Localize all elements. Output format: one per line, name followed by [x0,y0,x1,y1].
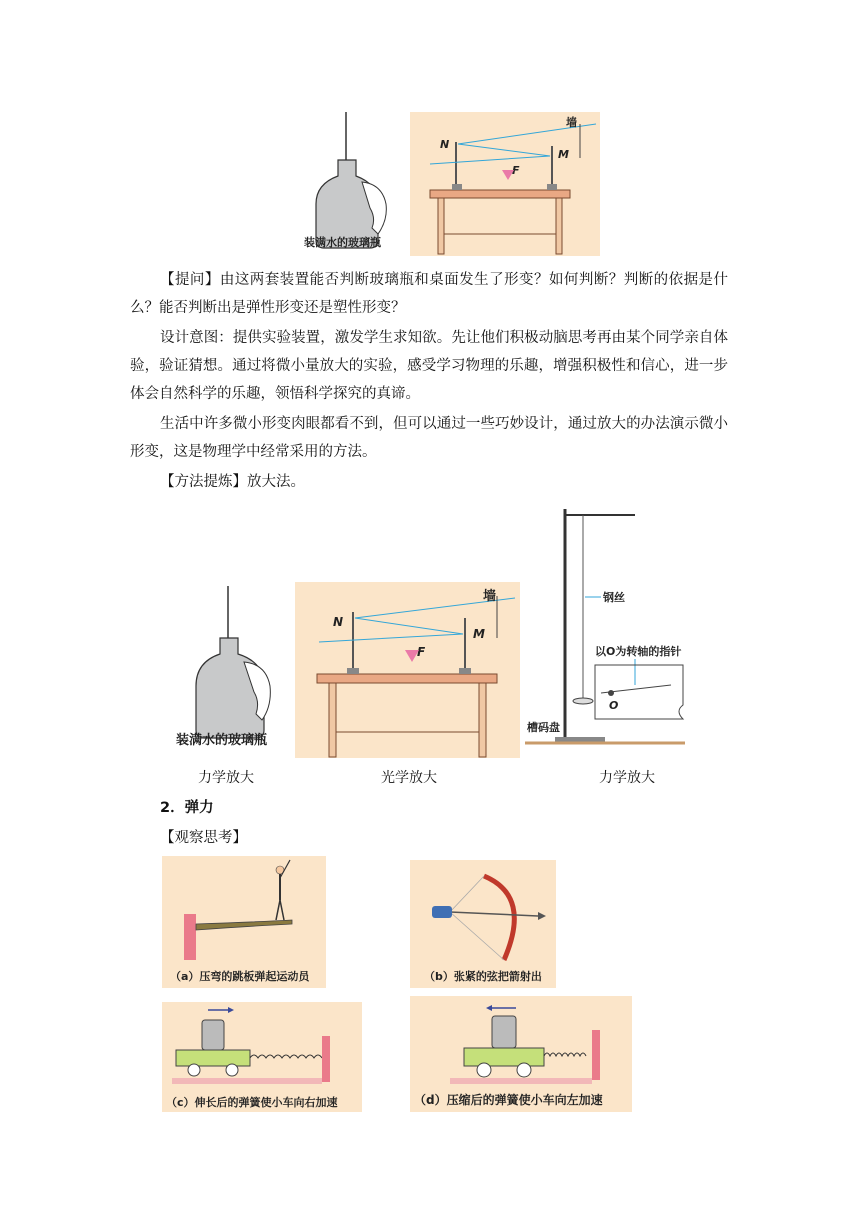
mirror-m-label: M [558,148,569,161]
question-paragraph: 【提问】由这两套装置能否判断玻璃瓶和桌面发生了形变？如何判断？判断的依据是什么？能否判断出是弹性形变还是塑性形变？ [130,272,728,316]
optical-figure [295,582,520,758]
pointer-label: 以O为转轴的指针 [595,645,682,658]
panel-d-caption: （d）压缩后的弹簧使小车向左加速 [414,1093,603,1107]
bottle-caption: 装满水的玻璃瓶 [304,236,381,249]
bottle-figure [172,582,282,758]
mirror-n-label-mid: N [333,615,344,629]
wall-label: 墙 [566,116,577,129]
wall-label-mid: 墙 [483,589,497,604]
design-paragraph: 设计意图：提供实验装置，激发学生求知欲。先让他们积极动脑思考再由某个同学亲自体验，验证猜想。通过将微小量放大的实验，感受学习物理的乐趣，增强积极性和信心，进一步体会自然科学的乐趣，领悟科学探究的真谛。 [130,330,728,402]
bottle-figure-top [300,110,406,260]
label-mechanical-1: 力学放大 [198,770,254,786]
label-optical: 光学放大 [381,770,437,786]
panel-d [410,996,632,1112]
method-paragraph: 【方法提炼】放大法。 [160,474,305,490]
optical-figure-top [410,112,600,256]
panel-c [162,1002,362,1112]
panel-c-caption: （c）伸长后的弹簧使小车向右加速 [166,1096,338,1109]
life-paragraph: 生活中许多微小形变肉眼都看不到，但可以通过一些巧妙设计，通过放大的办法演示微小形变，这是物理学中经常采用的方法。 [130,416,728,460]
force-f-label-mid: F [417,645,426,659]
mirror-m-label-mid: M [473,627,485,641]
steel-wire-label: 钢丝 [603,591,625,604]
panel-a-caption: （a）压弯的跳板弹起运动员 [170,970,310,983]
wire-figure [525,505,685,749]
panel-b [410,860,556,988]
panel-a [162,856,326,988]
bottle-caption-mid: 装满水的玻璃瓶 [176,733,268,748]
panel-b-caption: （b）张紧的弦把箭射出 [424,970,542,983]
label-mechanical-2: 力学放大 [599,770,655,786]
mirror-n-label: N [440,138,450,151]
force-f-label: F [512,164,520,177]
observe-heading: 【观察思考】 [160,830,247,846]
pivot-o-label: O [609,699,619,712]
section-heading: 2．弹力 [160,800,214,816]
weight-pan-label: 槽码盘 [527,721,560,734]
